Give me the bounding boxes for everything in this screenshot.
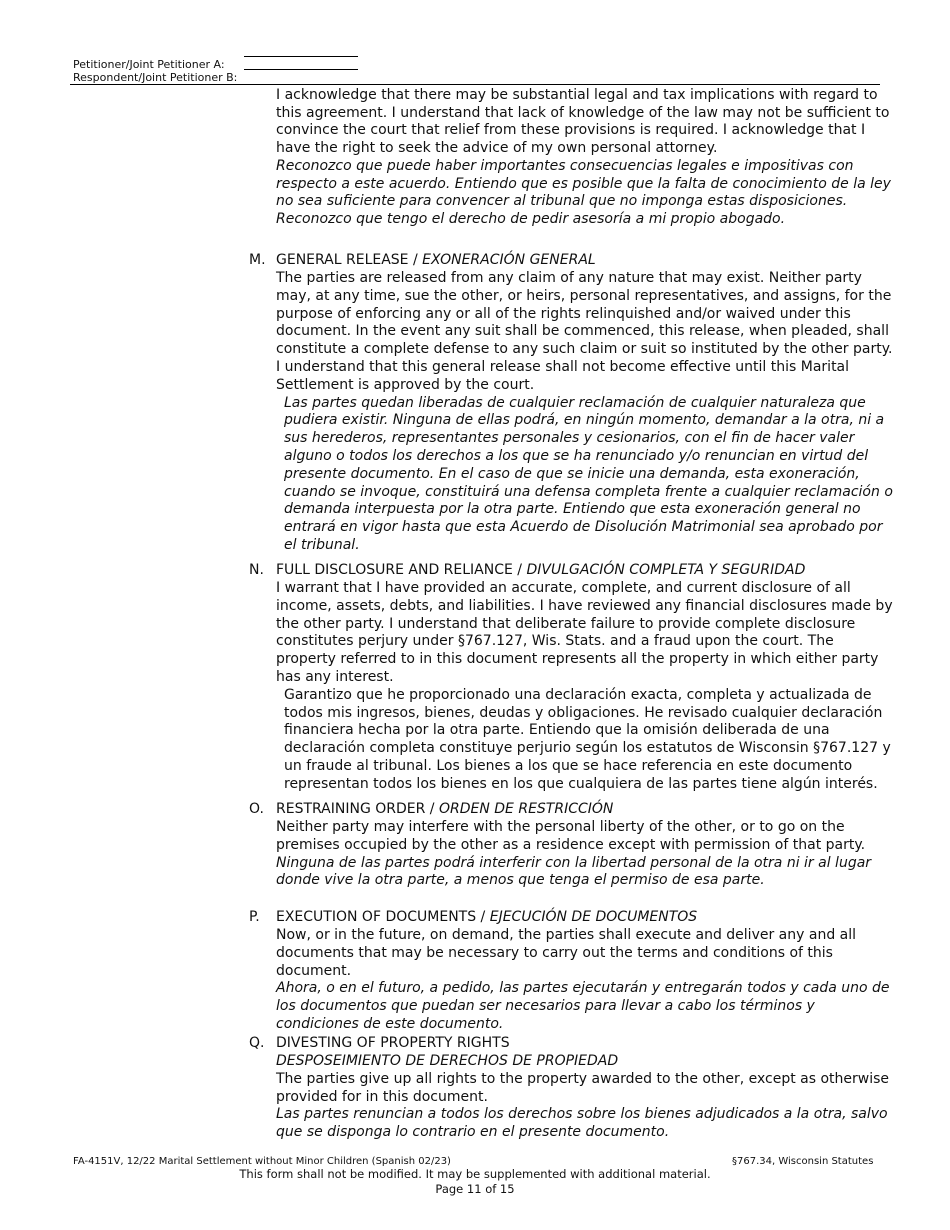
acknowledgment-spanish: Reconozco que puede haber importantes consecuencias legales e impositivas con respecto a este acuerdo. Entiendo que es posible que la falta de conocimiento de la ley no sea suficiente para convencer al tribunal que no imponga estas disposiciones. Reconozco que tengo el derecho de pedir asesoría a mi propio abogado. (276, 157, 891, 227)
section-m-body (276, 270, 898, 555)
section-m-heading (249, 252, 596, 270)
petitioner-label: Petitioner/Joint Petitioner A: (73, 58, 225, 71)
section-q-english: The parties give up all rights to the property awarded to the other, except as otherwise provided for in this document. (276, 1070, 890, 1105)
section-q-letter: Q. (249, 1035, 265, 1051)
section-p-title-es: EJECUCIÓN DE DOCUMENTOS (489, 909, 698, 925)
section-m-title: GENERAL RELEASE / (276, 252, 423, 268)
section-m-letter: M. (249, 252, 266, 268)
section-n-title-es: DIVULGACIÓN COMPLETA Y SEGURIDAD (526, 562, 806, 578)
section-m-spanish: Las partes quedan liberadas de cualquier reclamación de cualquier naturaleza que pudiera existir. Ninguna de ellas podrá, en ningún momento, demandar a la otra, ni a sus herederos, representantes personales y cesionarios, con el fin de hacer valer alguno o todos los derechos a los que se ha renunciado y/o renuncian en virtud del presente documento. En el caso de que se inicie una demanda, esta exoneración, cuando se invoque, constituirá una defensa completa frente a cualquier reclamación o demanda interpuesta por la otra parte. Entiendo que esta exoneración general no entrará en vigor hasta que esta Acuerdo de Disolución Matrimonial sea aprobado por el tribunal. (284, 394, 893, 553)
section-n-heading (249, 562, 805, 580)
page-number: Page 11 of 15 (435, 1182, 515, 1196)
section-o-spanish: Ninguna de las partes podrá interferir con la libertad personal de la otra ni ir al lugar donde vive la otra parte, a menos que tenga el permiso de esa parte. (276, 854, 872, 889)
section-o-letter: O. (249, 801, 264, 817)
section-q-spanish: Las partes renuncian a todos los derechos sobre los bienes adjudicados a la otra, salvo que se disponga lo contrario en el presente documento. (276, 1106, 888, 1141)
section-n-letter: N. (249, 562, 264, 578)
section-o-title: RESTRAINING ORDER / (276, 801, 439, 817)
section-p-body (276, 927, 898, 1034)
section-n-english: I warrant that I have provided an accurate, complete, and current disclosure of all income, assets, debts, and liabilities. I have reviewed any financial disclosures made by the other party. I understand that deliberate failure to provide complete disclosure constitutes perjury under §767.127, Wis. Stats. and a fraud upon the court. The property referred to in this document represents all the property in which either party has any interest. (276, 580, 893, 685)
section-o-title-es: ORDEN DE RESTRICCIÓN (438, 801, 614, 817)
section-n-spanish: Garantizo que he proporcionado una declaración exacta, completa y actualizada de todos mis ingresos, bienes, deudas y obligaciones. He revisado cualquier declaración financiera hecha por la otra parte. Entiendo que la omisión deliberada de una declaración completa constituye perjurio según los estatutos de Wisconsin §767.127 y un fraude al tribunal. Los bienes a los que se hace referencia en este documento representan todos los bienes en los que cualquiera de las partes tiene algún interés. (284, 686, 891, 792)
acknowledgment-paragraph (276, 87, 896, 229)
header-divider (70, 84, 880, 85)
section-n-title: FULL DISCLOSURE AND RELIANCE / (276, 562, 527, 578)
section-m-english: The parties are released from any claim of any nature that may exist. Neither party may, at any time, sue the other, or heirs, personal representatives, and assigns, for the purpose of enforcing any or all of the rights relinquished and/or waived under this document. In the event any suit shall be commenced, this release, when pleaded, shall constitute a complete defense to any such claim or suit so instituted by the other party. I understand that this general release shall not become effective until this Marital Settlement is approved by the court. (276, 270, 893, 393)
section-q-title: DIVESTING OF PROPERTY RIGHTS (276, 1035, 510, 1051)
petitioner-name-field[interactable] (244, 56, 358, 57)
modification-notice: This form shall not be modified. It may be supplemented with additional material. (239, 1167, 711, 1181)
section-p-english: Now, or in the future, on demand, the parties shall execute and deliver any and all documents that may be necessary to carry out the terms and conditions of this document. (276, 927, 857, 979)
section-p-heading (249, 909, 697, 927)
acknowledgment-english: I acknowledge that there may be substantial legal and tax implications with regard to this agreement. I understand that lack of knowledge of the law may not be sufficient to convince the court that relief from these provisions is required. I acknowledge that I have the right to seek the advice of my own personal attorney. (276, 87, 890, 157)
section-q-heading (249, 1035, 510, 1053)
section-p-title: EXECUTION OF DOCUMENTS / (276, 909, 490, 925)
form-id: FA-4151V, 12/22 Marital Settlement without Minor Children (Spanish 02/23) (73, 1156, 451, 1167)
respondent-name-field[interactable] (244, 69, 358, 70)
section-o-english: Neither party may interfere with the personal liberty of the other, or to go on the premises occupied by the other as a residence except with permission of that party. (276, 819, 866, 853)
section-q-body (276, 1053, 898, 1142)
respondent-label: Respondent/Joint Petitioner B: (73, 71, 238, 84)
section-n-body (276, 580, 898, 794)
section-p-spanish: Ahora, o en el futuro, a pedido, las partes ejecutarán y entregarán todos y cada uno de los documentos que puedan ser necesarios para llevar a cabo los términos y condiciones de este documento. (276, 980, 890, 1032)
statute-reference: §767.34, Wisconsin Statutes (732, 1156, 874, 1167)
section-m-title-es: EXONERACIÓN GENERAL (422, 252, 596, 268)
section-q-title-es: DESPOSEIMIENTO DE DERECHOS DE PROPIEDAD (276, 1053, 619, 1069)
section-o-body (276, 819, 898, 890)
section-p-letter: P. (249, 909, 260, 925)
section-o-heading (249, 801, 613, 819)
